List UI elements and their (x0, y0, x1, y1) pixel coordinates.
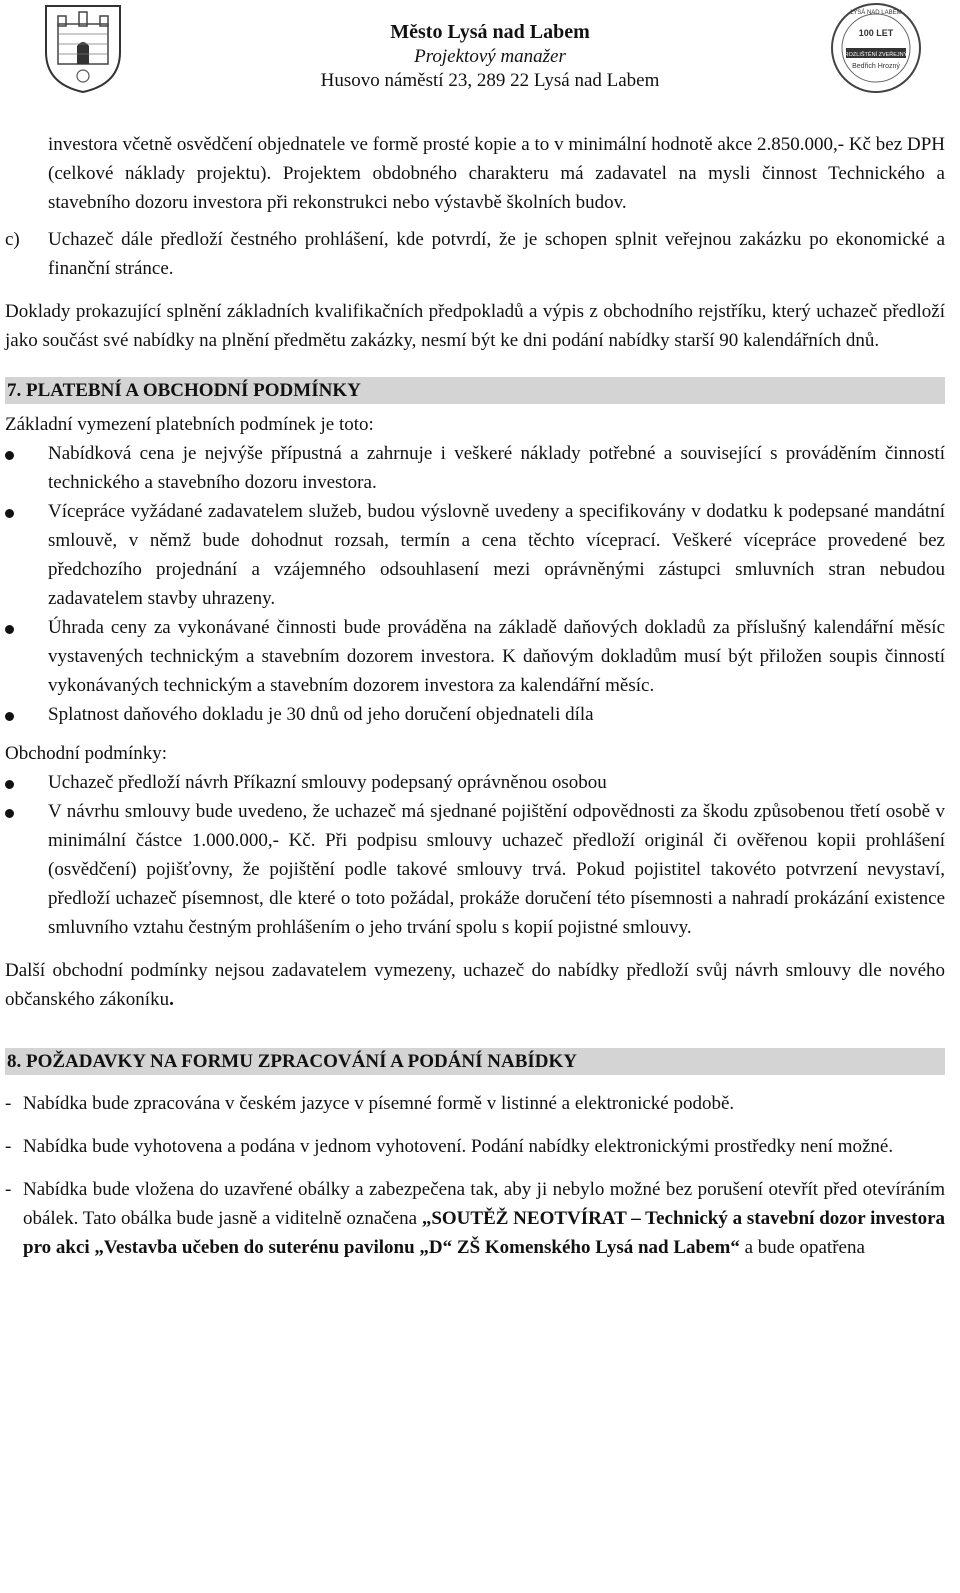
list-item-text: Nabídka bude vložena do uzavřené obálky a zabezpečena tak, aby ji nebylo možné bez porušení otevřít před otevíráním obálek. Tato obálka bude jasně a viditelně označena (23, 1179, 945, 1229)
bullet-icon (5, 809, 14, 818)
closing-text: Další obchodní podmínky nejsou zadavatelem vymezeny, uchazeč do nabídky předloží svůj návrh smlouvy dle nového občanského zákoníku (5, 960, 945, 1010)
payment-terms-list (0, 439, 960, 729)
list-item-text: Nabídka bude vyhotovena a podána v jednom vyhotovení. Podání nabídky elektronickými prostředky není možné. (23, 1136, 894, 1157)
list-item-tail: a bude opatřena (744, 1237, 865, 1258)
list-item (5, 439, 945, 497)
bullet-icon (5, 451, 14, 460)
envelope-label-text: „SOUTĚŽ NEOTVÍRAT – Technický a stavební dozor investora pro akci „Vestavba učeben do suterénu pavilonu „D“ ZŠ Komenského Lysá nad Labem“ (23, 1208, 945, 1258)
list-item (5, 700, 945, 729)
bullet-icon (5, 509, 14, 518)
letterhead-text (240, 20, 740, 93)
city-name: Město Lysá nad Labem (390, 21, 590, 43)
item-c (5, 225, 945, 283)
bullet-icon (5, 712, 14, 721)
list-item-text: Vícepráce vyžádané zadavatelem služeb, budou výslovně uvedeny a specifikovány v dodatku k podepsané mandátní smlouvě, v němž bude dohodnut rozsah, termín a cena těchto víceprací. Veškeré vícepráce provedené bez předchozího projednání a vzájemného odsouhlasení mezi oprávněnými zástupci smluvních stran nebudou zadavatelem stavby uhrazeny. (48, 501, 945, 609)
closing-paragraph (5, 956, 945, 1014)
closing-dot: . (169, 989, 174, 1010)
seal-school-text: ROZLIŠTĚNÍ ZVEŘEJNÝ (844, 52, 908, 58)
list-item (5, 1089, 945, 1118)
section-8-heading: 8. POŽADAVKY NA FORMU ZPRACOVÁNÍ A PODÁNÍ NABÍDKY (5, 1048, 945, 1075)
item-c-label: c) (5, 229, 20, 250)
list-item-text: V návrhu smlouvy bude uvedeno, že uchazeč má sjednané pojištění odpovědnosti za škodu způsobenou třetí osobě v minimální částce 1.000.000,- Kč. Při podpisu smlouvy uchazeč předloží originál či ověřenou kopii prohlášení (osvědčení) pojišťovny, že pojištění podle takové smlouvy trvá. Pokud pojistitel takovéto potvrzení nevystaví, předloží uchazeč písemnost, dle které o toto požádal, prokáže doručení této písemnosti a nahradí prokázání existence smluvního vztahu čestným prohlášením o jeho trvání spolu s kopií pojistné smlouvy. (48, 801, 945, 938)
seal-years: 100 LET (858, 28, 894, 38)
list-item (5, 797, 945, 942)
list-item (5, 613, 945, 700)
list-item-text: Uchazeč předloží návrh Příkazní smlouvy podepsaný oprávněnou osobou (48, 772, 607, 793)
list-item-text: Nabídková cena je nejvýše přípustná a zahrnuje i veškeré náklady potřebné a související s prováděním činností technického a stavebního dozoru investora. (48, 443, 945, 493)
intro-paragraph: investora včetně osvědčení objednatele ve formě prosté kopie a to v minimální hodnotě akce 2.850.000,- Kč bez DPH (celkové náklady projektu). Projektem obdobného charakteru má zadavatel na mysli činnost Technického a stavebního dozoru investora při rekonstrukci nebo výstavbě školních budov. (48, 134, 945, 213)
dash-marker: - (5, 1136, 12, 1157)
dash-marker: - (5, 1179, 12, 1200)
section-7-heading: 7. PLATEBNÍ A OBCHODNÍ PODMÍNKY (5, 377, 945, 404)
submission-requirements-list (0, 1089, 960, 1262)
city-crest-logo (40, 2, 126, 94)
document-body (0, 130, 960, 1262)
bullet-icon (5, 625, 14, 634)
seal-top-text: LYSÁ NAD LABEM (850, 10, 902, 16)
seal-name: Bedřich Hrozný (852, 63, 900, 70)
list-item (5, 1132, 945, 1161)
qualification-paragraph: Doklady prokazující splnění základních kvalifikačních předpokladů a výpis z obchodního rejstříku, který uchazeč předloží jako součást své nabídky na plnění předmětu zakázky, nesmí být ke dni podání nabídky starší 90 kalendářních dnů. (5, 301, 945, 351)
business-terms-lead: Obchodní podmínky: (5, 743, 168, 764)
list-item (5, 497, 945, 613)
bullet-icon (5, 780, 14, 789)
list-item-text: Nabídka bude zpracována v českém jazyce v písemné formě v listinné a elektronické podobě. (23, 1093, 735, 1114)
item-c-text: Uchazeč dále předloží čestného prohlášení, kde potvrdí, že je schopen splnit veřejnou zakázku po ekonomické a finanční stránce. (48, 229, 945, 279)
dash-marker: - (5, 1093, 12, 1114)
school-anniversary-seal (826, 2, 926, 94)
business-terms-list (0, 768, 960, 942)
payment-lead: Základní vymezení platebních podmínek je toto: (5, 414, 374, 435)
list-item (5, 1175, 945, 1262)
letterhead (0, 0, 960, 112)
address: Husovo náměstí 23, 289 22 Lysá nad Labem (320, 70, 660, 91)
list-item-text: Splatnost daňového dokladu je 30 dnů od jeho doručení objednateli díla (48, 704, 594, 725)
list-item (5, 768, 945, 797)
list-item-text: Úhrada ceny za vykonávané činnosti bude prováděna na základě daňových dokladů za příslušný kalendářní měsíc vystavených technickým a stavebním dozorem investora. K daňovým dokladům musí být přiložen soupis činností vykonávaných technickým a stavebním dozorem investora za kalendářní měsíc. (48, 617, 945, 696)
role-title: Projektový manažer (414, 46, 566, 67)
